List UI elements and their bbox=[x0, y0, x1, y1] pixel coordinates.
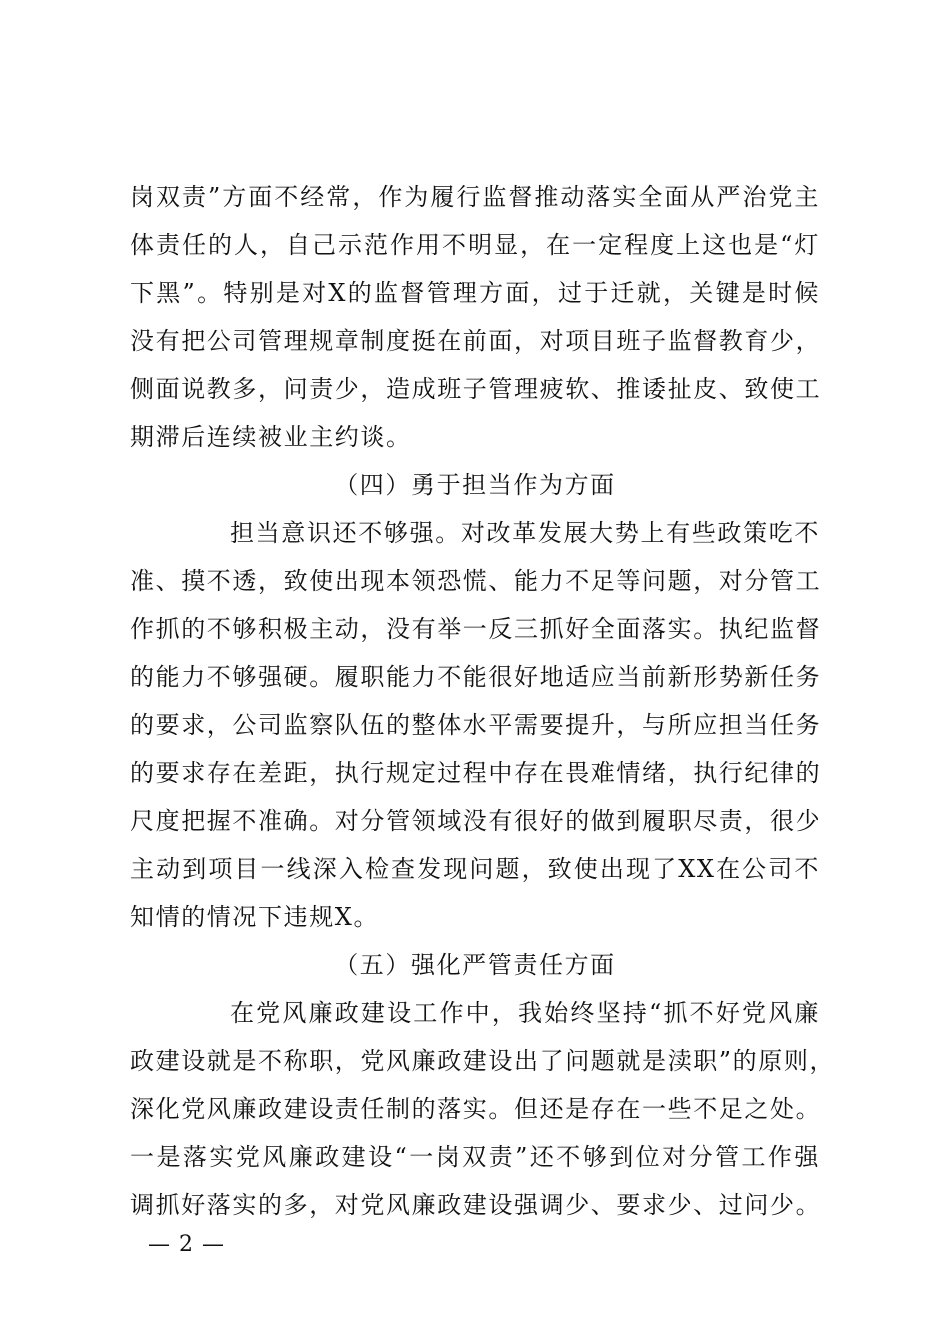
paragraph-line: 作抓的不够积极主动，没有举一反三抓好全面落实。执纪监督 bbox=[130, 615, 822, 643]
paragraph-line: 在党风廉政建设工作中，我始终坚持“抓不好党风廉 bbox=[230, 999, 820, 1027]
paragraph-line: 期滞后连续被业主约谈。 bbox=[130, 423, 412, 451]
paragraph-line: 主动到项目一线深入检查发现问题，致使出现了XX在公司不 bbox=[130, 855, 820, 883]
section-heading-5: （五）强化严管责任方面 bbox=[334, 951, 616, 979]
section-heading-4: （四）勇于担当作为方面 bbox=[334, 471, 616, 499]
paragraph-line: 政建设就是不称职，党风廉政建设出了问题就是渎职”的原则， bbox=[130, 1047, 836, 1075]
paragraph-line: 的能力不够强硬。履职能力不能很好地适应当前新形势新任务 bbox=[130, 663, 822, 691]
paragraph-line: 担当意识还不够强。对改革发展大势上有些政策吃不 bbox=[230, 519, 820, 547]
paragraph-line: 一是落实党风廉政建设“一岗双责”还不够到位对分管工作强 bbox=[130, 1143, 820, 1171]
paragraph-line: 下黑”。特别是对X的监督管理方面，过于迁就，关键是时候 bbox=[130, 279, 820, 307]
paragraph-line: 调抓好落实的多，对党风廉政建设强调少、要求少、过问少。 bbox=[130, 1191, 822, 1219]
paragraph-line: 的要求存在差距，执行规定过程中存在畏难情绪，执行纪律的 bbox=[130, 759, 822, 787]
paragraph-line: 没有把公司管理规章制度挺在前面，对项目班子监督教育少， bbox=[130, 327, 822, 355]
paragraph-line: 知情的情况下违规X。 bbox=[130, 903, 380, 931]
paragraph-line: 的要求，公司监察队伍的整体水平需要提升，与所应担当任务 bbox=[130, 711, 822, 739]
paragraph-line: 尺度把握不准确。对分管领域没有很好的做到履职尽责，很少 bbox=[130, 807, 822, 835]
paragraph-line: 深化党风廉政建设责任制的落实。但还是存在一些不足之处。 bbox=[130, 1095, 822, 1123]
paragraph-line: 准、摸不透，致使出现本领恐慌、能力不足等问题，对分管工 bbox=[130, 567, 822, 595]
paragraph-line: 体责任的人，自己示范作用不明显，在一定程度上这也是“灯 bbox=[130, 231, 820, 259]
paragraph-line: 岗双责”方面不经常，作为履行监督推动落实全面从严治党主 bbox=[130, 183, 820, 211]
page-number: — 2 — bbox=[148, 1232, 225, 1257]
paragraph-line: 侧面说教多，问责少，造成班子管理疲软、推诿扯皮、致使工 bbox=[130, 375, 822, 403]
